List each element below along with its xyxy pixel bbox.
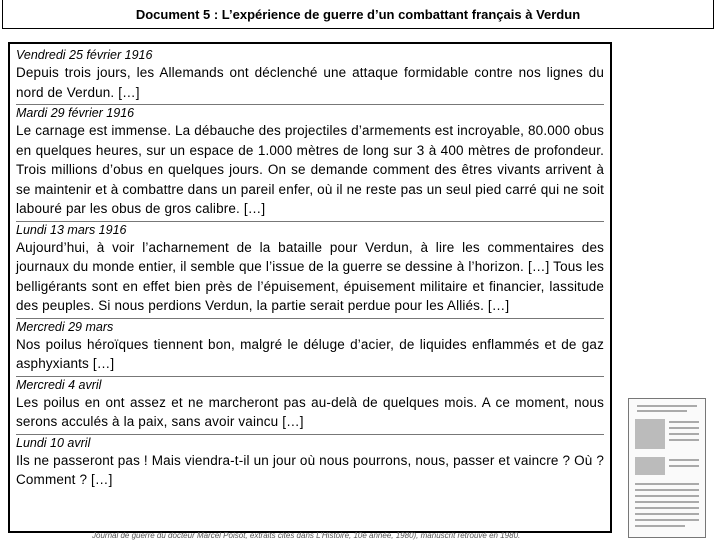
diary-entry: [16, 221, 604, 316]
thumbnail-line: [635, 483, 699, 485]
entry-text: Aujourd’hui, à voir l’acharnement de la bataille pour Verdun, à lire les commentaires des journaux du monde entier, il semble que l’issue de la guerre se dessine à l’horizon. […] Tous les belligérants sont en effet bien près de l’épuisement, épuisement militaire et financier, lassitude des peuples. Si nous perdions Verdun, la partie serait perdue pour les Alliés. […]: [16, 239, 604, 313]
diary-entry: [16, 104, 604, 219]
entry-date: Mercredi 4 avril: [16, 376, 604, 393]
entry-date: Lundi 10 avril: [16, 434, 604, 451]
thumbnail-line: [635, 495, 699, 497]
entry-date: Lundi 13 mars 1916: [16, 221, 604, 238]
thumbnail-line: [635, 501, 699, 503]
entry-date: Mercredi 29 mars: [16, 318, 604, 335]
thumbnail-line: [635, 513, 699, 515]
diary-entry: [16, 47, 604, 102]
page-thumbnail[interactable]: [628, 398, 706, 538]
diary-entry: [16, 376, 604, 432]
thumbnail-line: [669, 421, 699, 423]
thumbnail-line: [635, 519, 699, 521]
thumbnail-line: [669, 433, 699, 435]
source-citation: Journal de guerre du docteur Marcel Poisot, extraits cités dans L’Histoire, 10e année, 1980), manuscrit retrouvé en 1980.: [92, 531, 521, 540]
thumbnail-line: [669, 427, 699, 429]
thumbnail-photo: [635, 457, 665, 475]
thumbnail-line: [635, 507, 699, 509]
entry-text: Nos poilus héroïques tiennent bon, malgré le déluge d’acier, de liquides enflammés et de gaz asphyxiants […]: [16, 336, 604, 371]
entry-date: Vendredi 25 février 1916: [16, 48, 153, 62]
thumbnail-line: [637, 410, 687, 412]
thumbnail-line: [635, 489, 699, 491]
diary-entry: [16, 318, 604, 374]
entry-date: Mardi 29 février 1916: [16, 104, 604, 121]
document-title-text: Document 5 : L’expérience de guerre d’un combattant français à Verdun: [135, 6, 581, 22]
diary-excerpt-box: [8, 42, 612, 533]
entry-text: Depuis trois jours, les Allemands ont déclenché une attaque formidable contre nos lignes du nord de Verdun. […]: [16, 65, 604, 100]
diary-entry: [16, 434, 604, 490]
entry-text: Ils ne passeront pas ! Mais viendra-t-il un jour où nous pourrons, nous, passer et vaincre ? Où ? Comment ? […]: [16, 452, 604, 487]
entry-text: Les poilus en ont assez et ne marcheront pas au-delà de quelques mois. A ce moment, nous serons acculés à la paix, sans avoir vaincu […]: [16, 394, 604, 429]
thumbnail-line: [669, 439, 699, 441]
thumbnail-line: [635, 525, 685, 527]
document-title: [2, 0, 714, 29]
thumbnail-line: [669, 465, 699, 467]
thumbnail-line: [637, 405, 697, 407]
entry-text: Le carnage est immense. La débauche des projectiles d’armements est incroyable, 80.000 obus en quelques heures, sur un espace de 1.000 mètres de long sur 3 à 400 mètres de profondeur. Trois millions d’obus en quelques jours. On se demande comment des êtres vivants arrivent à se maintenir et à combattre dans un pareil enfer, où il ne reste pas un seul pied carré qui ne soit labouré par les obus de gros calibre. […]: [16, 123, 604, 216]
thumbnail-line: [669, 459, 699, 461]
thumbnail-map: [635, 419, 665, 449]
